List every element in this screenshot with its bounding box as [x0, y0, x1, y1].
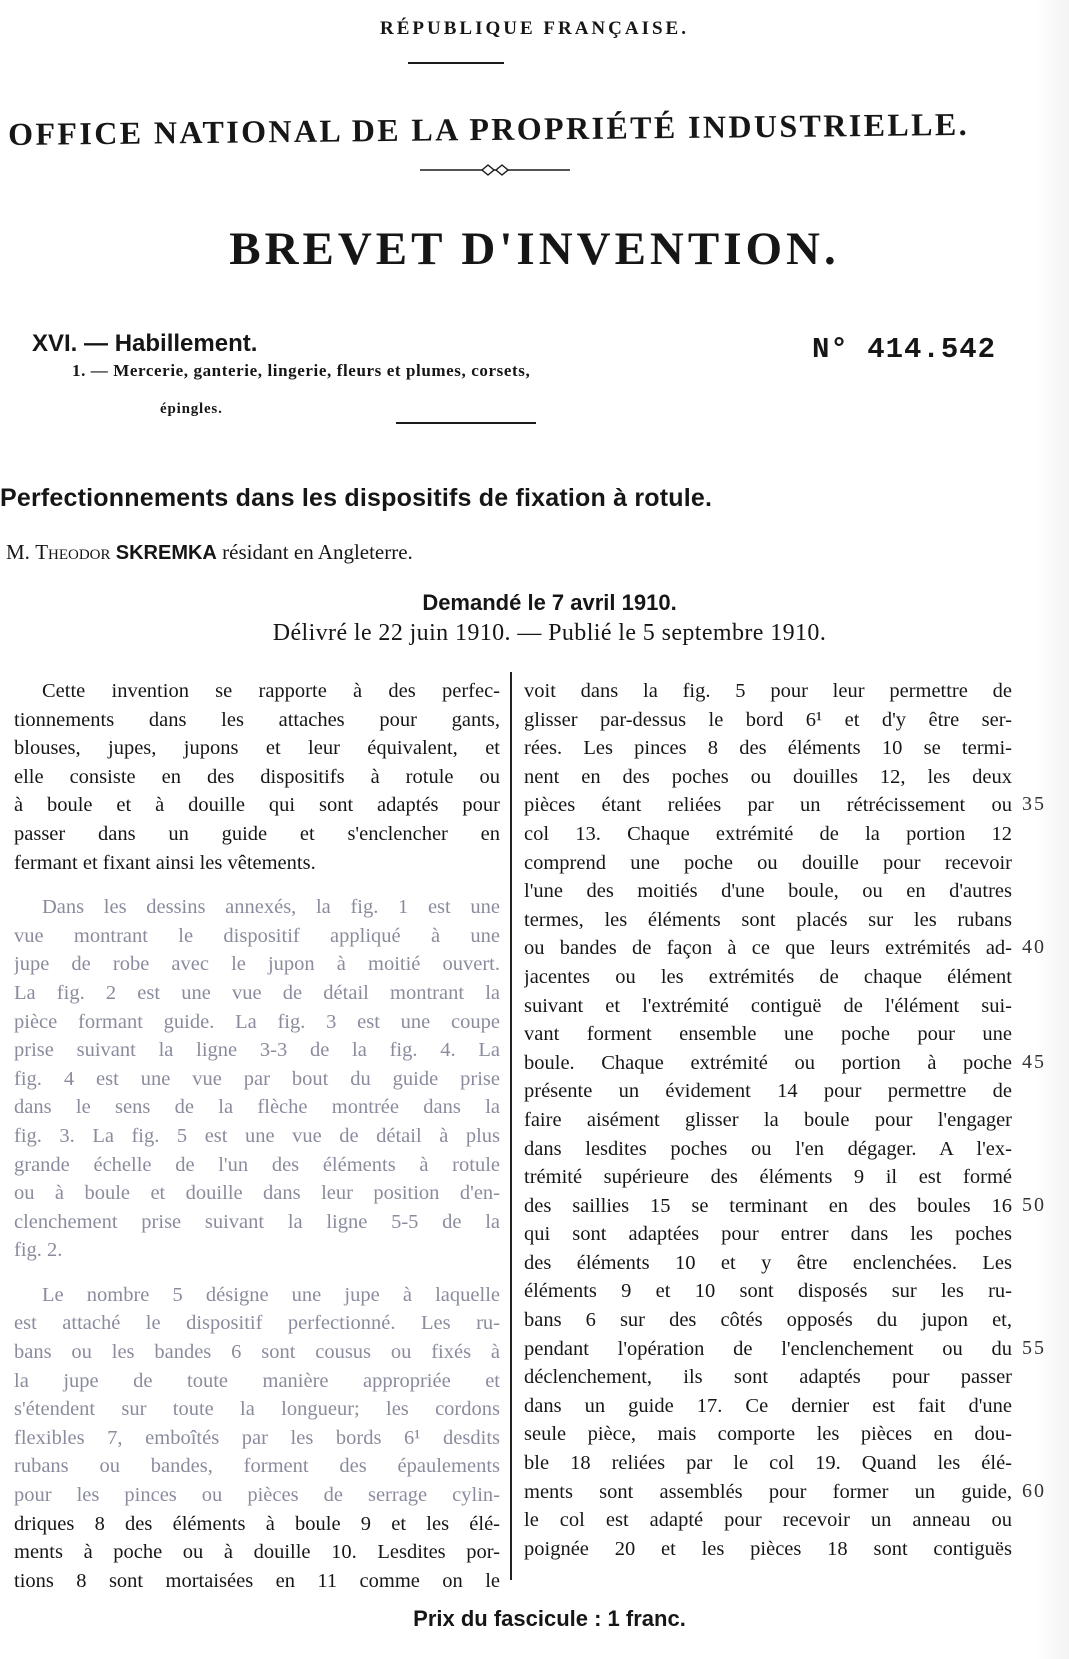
text-line: bans 6 sur des côtés opposés du jupon et, — [524, 1309, 1012, 1332]
inventor-prefix: M. — [6, 540, 30, 564]
text-line: vant forment ensemble une poche pour une — [524, 1023, 1012, 1046]
classification-rule — [396, 422, 536, 424]
text-line: ments à poche ou à douille 10. Lesdites por- — [14, 1541, 500, 1564]
price-footer: Prix du fascicule : 1 franc. — [413, 1606, 686, 1631]
text-line: présente un évidement 14 pour permettre de — [524, 1080, 1012, 1103]
text-line: fermant et fixant ainsi les vêtements. — [14, 851, 316, 874]
text-line: rées. Les pinces 8 des éléments 10 se termi- — [524, 737, 1012, 760]
text-line: col 13. Chaque extrémité de la portion 12 — [524, 822, 1012, 845]
text-line: glisser par-dessus le bord 6¹ et d'y être ser- — [524, 708, 1012, 731]
text-line: prise suivant la ligne 3-3 de la fig. 4. La — [14, 1039, 500, 1062]
text-line: éléments 9 et 10 sont disposés sur les ru- — [524, 1280, 1012, 1303]
text-line: comprend une poche ou douille pour recevoir — [524, 851, 1012, 874]
text-line: suivant et l'extrémité contiguë de l'élément sui- — [524, 994, 1012, 1017]
text-line: dans lesdites poches ou l'en dégager. A l'ex- — [524, 1137, 1012, 1160]
text-line: ments sont assemblés pour former un guide, — [524, 1480, 1012, 1503]
text-line: tions 8 sont mortaisées en 11 comme on le — [14, 1569, 500, 1592]
text-line: voit dans la fig. 5 pour leur permettre de — [524, 680, 1012, 702]
text-line: rubans ou bandes, forment des épaulements — [14, 1455, 500, 1478]
text-line: boule. Chaque extrémité ou portion à poche — [524, 1051, 1012, 1074]
text-line: trémité supérieure des éléments 9 il est formé — [524, 1166, 1012, 1189]
classification-group: XVI. — Habillement. — [32, 330, 258, 357]
office-heading: OFFICE NATIONAL DE LA PROPRIÉTÉ INDUSTRIELLE. — [8, 105, 970, 152]
text-line: s'étendent sur toute la longueur; les cordons — [14, 1398, 500, 1421]
text-line: la jupe de toute manière appropriée et — [14, 1369, 500, 1392]
application-date: Demandé le 7 avril 1910. — [422, 590, 677, 615]
text-line: l'une des moitiés d'une boule, ou en d'autres — [524, 880, 1012, 903]
text-line: bans ou les bandes 6 sont cousus ou fixés à — [14, 1341, 500, 1364]
text-line: Le nombre 5 désigne une jupe à laquelle — [42, 1283, 500, 1306]
text-line: La fig. 2 est une vue de détail montrant la — [14, 981, 500, 1004]
margin-line-number: 55 — [1022, 1336, 1046, 1359]
text-line: Dans les dessins annexés, la fig. 1 est une — [42, 896, 500, 919]
republique-heading: RÉPUBLIQUE FRANÇAISE. — [380, 18, 689, 39]
text-line: nent en des poches ou douilles 12, les deux — [524, 765, 1012, 788]
text-line: pièce formant guide. La fig. 3 est une coupe — [14, 1010, 500, 1033]
text-line: à boule et à douille qui sont adaptés pour — [14, 794, 500, 817]
text-line: jupe de robe avec le jupon à moitié ouvert. — [14, 953, 500, 976]
text-line: jacentes ou les extrémités de chaque élément — [524, 965, 1012, 988]
text-line: elle consiste en des dispositifs à rotule ou — [14, 765, 500, 788]
left-column — [14, 677, 500, 1595]
text-line: des saillies 15 se terminant en des boules 16 — [524, 1194, 1012, 1217]
text-line: ble 18 reliées par le col 19. Quand les élé- — [524, 1452, 1012, 1475]
right-column — [524, 677, 1012, 1563]
text-line: seule pièce, mais comporte les pièces en dou- — [524, 1423, 1012, 1446]
column-divider — [510, 672, 512, 1580]
inventor-line — [6, 540, 413, 565]
inventor-residence: résidant en Angleterre. — [222, 540, 413, 564]
text-line: fig. 3. La fig. 5 est une vue de détail à plus — [14, 1124, 500, 1147]
text-line: clenchement prise suivant la ligne 5-5 de la — [14, 1210, 500, 1233]
classification-subgroup: 1. — Mercerie, ganterie, lingerie, fleurs et plumes, corsets, — [72, 361, 531, 380]
patent-number: N° 414.542 — [812, 333, 997, 366]
header-rule — [408, 62, 504, 64]
text-line: des éléments 10 et y être enclenchées. Les — [524, 1251, 1012, 1274]
text-line: grande échelle de l'un des éléments à rotule — [14, 1153, 500, 1176]
text-line: est attaché le dispositif perfectionné. Les ru- — [14, 1312, 500, 1335]
margin-line-number: 50 — [1022, 1193, 1046, 1216]
text-line: faire aisément glisser la boule pour l'engager — [524, 1108, 1012, 1131]
patent-title: Perfectionnements dans les dispositifs de fixation à rotule. — [0, 484, 713, 512]
text-line: pour les pinces ou pièces de serrage cylin- — [14, 1484, 500, 1507]
classification-subgroup-cont: épingles. — [160, 401, 223, 417]
text-line: dans le sens de la flèche montrée dans la — [14, 1096, 500, 1119]
text-line: ou à boule et douille dans leur position d'en- — [14, 1182, 500, 1205]
text-line: qui sont adaptées pour entrer dans les poches — [524, 1223, 1012, 1246]
text-line: termes, les éléments sont placés sur les rubans — [524, 908, 1012, 931]
margin-line-number: 45 — [1022, 1050, 1046, 1073]
inventor-last-name: SKREMKA — [115, 542, 217, 564]
text-line: fig. 2. — [14, 1239, 63, 1262]
text-line: ou bandes de façon à ce que leurs extrémités ad- — [524, 937, 1012, 960]
text-line: passer dans un guide et s'enclencher en — [14, 822, 500, 845]
text-line: fig. 4 est une vue par bout du guide prise — [14, 1067, 500, 1090]
text-line: dans un guide 17. Ce dernier est fait d'une — [524, 1394, 1012, 1417]
margin-line-number: 60 — [1022, 1479, 1046, 1502]
text-line: poignée 20 et les pièces 18 sont contiguës — [524, 1537, 1012, 1560]
inventor-first-name: Theodor — [35, 540, 111, 564]
document-type-heading: BREVET D'INVENTION. — [229, 223, 840, 275]
text-line: déclenchement, ils sont adaptés pour passer — [524, 1366, 1012, 1389]
grant-publication-dates: Délivré le 22 juin 1910. — Publié le 5 septembre 1910. — [272, 620, 827, 646]
text-line: tionnements dans les attaches pour gants, — [14, 708, 500, 731]
text-line: le col est adapté pour recevoir un anneau ou — [524, 1509, 1012, 1532]
text-line: driques 8 des éléments à boule 9 et les élé- — [14, 1512, 500, 1535]
ornament-divider — [420, 160, 570, 180]
text-line: vue montrant le dispositif appliqué à une — [14, 924, 500, 947]
text-line: pendant l'opération de l'enclenchement ou du — [524, 1337, 1012, 1360]
margin-line-number: 35 — [1022, 793, 1046, 816]
text-line: Cette invention se rapporte à des perfec- — [42, 680, 500, 702]
text-line: pièces étant reliées par un rétrécissement ou — [524, 794, 1012, 817]
text-line: flexibles 7, emboîtés par les bords 6¹ desdits — [14, 1426, 500, 1449]
margin-line-number: 40 — [1022, 936, 1046, 959]
text-line: blouses, jupes, jupons et leur équivalent, et — [14, 737, 500, 760]
